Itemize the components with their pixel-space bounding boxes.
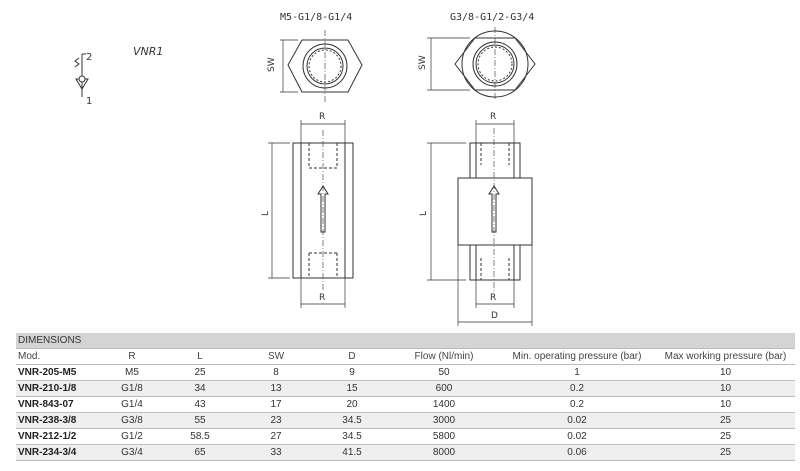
cell-max-pressure: 10 xyxy=(656,381,795,397)
cell-min-pressure: 0.2 xyxy=(498,397,656,413)
cell-min-pressure: 0.2 xyxy=(498,381,656,397)
header-r: R xyxy=(102,349,162,365)
cell-flow: 50 xyxy=(390,365,498,381)
small-hex-view xyxy=(280,30,362,102)
cell-flow: 3000 xyxy=(390,413,498,429)
cell-r: G1/4 xyxy=(102,397,162,413)
table-row xyxy=(16,445,795,461)
table-row xyxy=(16,365,795,381)
table-row xyxy=(16,381,795,397)
cell-l: 65 xyxy=(162,445,238,461)
header-l: L xyxy=(162,349,238,365)
cell-sw: 13 xyxy=(238,381,314,397)
cell-max-pressure: 10 xyxy=(656,397,795,413)
small-l-label: L xyxy=(261,210,271,216)
cell-min-pressure: 0.06 xyxy=(498,445,656,461)
cell-mod: VNR-238-3/8 xyxy=(16,413,102,429)
port-1-label: 1 xyxy=(86,96,93,107)
table-header-row xyxy=(16,349,795,365)
small-r-top-label: R xyxy=(319,112,326,122)
small-sw-label: SW xyxy=(267,57,277,72)
header-mod: Mod. xyxy=(16,349,102,365)
cell-flow: 5800 xyxy=(390,429,498,445)
cell-r: G3/8 xyxy=(102,413,162,429)
large-body-view xyxy=(427,120,532,326)
cell-r: G3/4 xyxy=(102,445,162,461)
cell-sw: 8 xyxy=(238,365,314,381)
cell-sw: 17 xyxy=(238,397,314,413)
cell-d: 9 xyxy=(314,365,390,381)
port-2-label: 2 xyxy=(86,52,93,63)
large-d-label: D xyxy=(491,311,498,321)
cell-d: 15 xyxy=(314,381,390,397)
cell-flow: 8000 xyxy=(390,445,498,461)
cell-mod: VNR-210-1/8 xyxy=(16,381,102,397)
table-row xyxy=(16,429,795,445)
cell-max-pressure: 10 xyxy=(656,365,795,381)
table-row xyxy=(16,397,795,413)
cell-l: 58.5 xyxy=(162,429,238,445)
cell-min-pressure: 0.02 xyxy=(498,413,656,429)
large-r-bottom-label: R xyxy=(490,293,497,303)
cell-d: 34.5 xyxy=(314,413,390,429)
symbol-label: VNR1 xyxy=(133,45,164,58)
header-sw: SW xyxy=(238,349,314,365)
cell-d: 41.5 xyxy=(314,445,390,461)
cell-min-pressure: 1 xyxy=(498,365,656,381)
table-row xyxy=(16,413,795,429)
cell-l: 43 xyxy=(162,397,238,413)
cell-l: 34 xyxy=(162,381,238,397)
large-view-title: G3/8-G1/2-G3/4 xyxy=(450,12,535,23)
cell-l: 55 xyxy=(162,413,238,429)
cell-mod: VNR-843-07 xyxy=(16,397,102,413)
cell-d: 34.5 xyxy=(314,429,390,445)
cell-flow: 1400 xyxy=(390,397,498,413)
cell-l: 25 xyxy=(162,365,238,381)
cell-r: M5 xyxy=(102,365,162,381)
cell-max-pressure: 25 xyxy=(656,429,795,445)
small-r-bottom-label: R xyxy=(319,293,326,303)
cell-r: G1/2 xyxy=(102,429,162,445)
large-sw-label: SW xyxy=(418,55,428,70)
cell-min-pressure: 0.02 xyxy=(498,429,656,445)
cell-mod: VNR-205-M5 xyxy=(16,365,102,381)
header-d: D xyxy=(314,349,390,365)
cell-flow: 600 xyxy=(390,381,498,397)
small-body-view xyxy=(268,120,353,308)
dimensions-table xyxy=(16,333,795,461)
dimensions-table-wrapper xyxy=(16,333,795,461)
cell-sw: 27 xyxy=(238,429,314,445)
large-hex-view xyxy=(427,27,535,101)
large-l-label: L xyxy=(419,210,429,216)
cell-max-pressure: 25 xyxy=(656,445,795,461)
cell-mod: VNR-212-1/2 xyxy=(16,429,102,445)
cell-d: 20 xyxy=(314,397,390,413)
cell-sw: 33 xyxy=(238,445,314,461)
small-view-title: M5-G1/8-G1/4 xyxy=(280,12,353,23)
cell-sw: 23 xyxy=(238,413,314,429)
cell-r: G1/8 xyxy=(102,381,162,397)
table-title: DIMENSIONS xyxy=(16,333,795,349)
cell-max-pressure: 25 xyxy=(656,413,795,429)
large-r-top-label: R xyxy=(490,112,497,122)
cell-mod: VNR-234-3/4 xyxy=(16,445,102,461)
header-min-pressure: Min. operating pressure (bar) xyxy=(498,349,656,365)
header-flow: Flow (Nl/min) xyxy=(390,349,498,365)
header-max-pressure: Max working pressure (bar) xyxy=(656,349,795,365)
